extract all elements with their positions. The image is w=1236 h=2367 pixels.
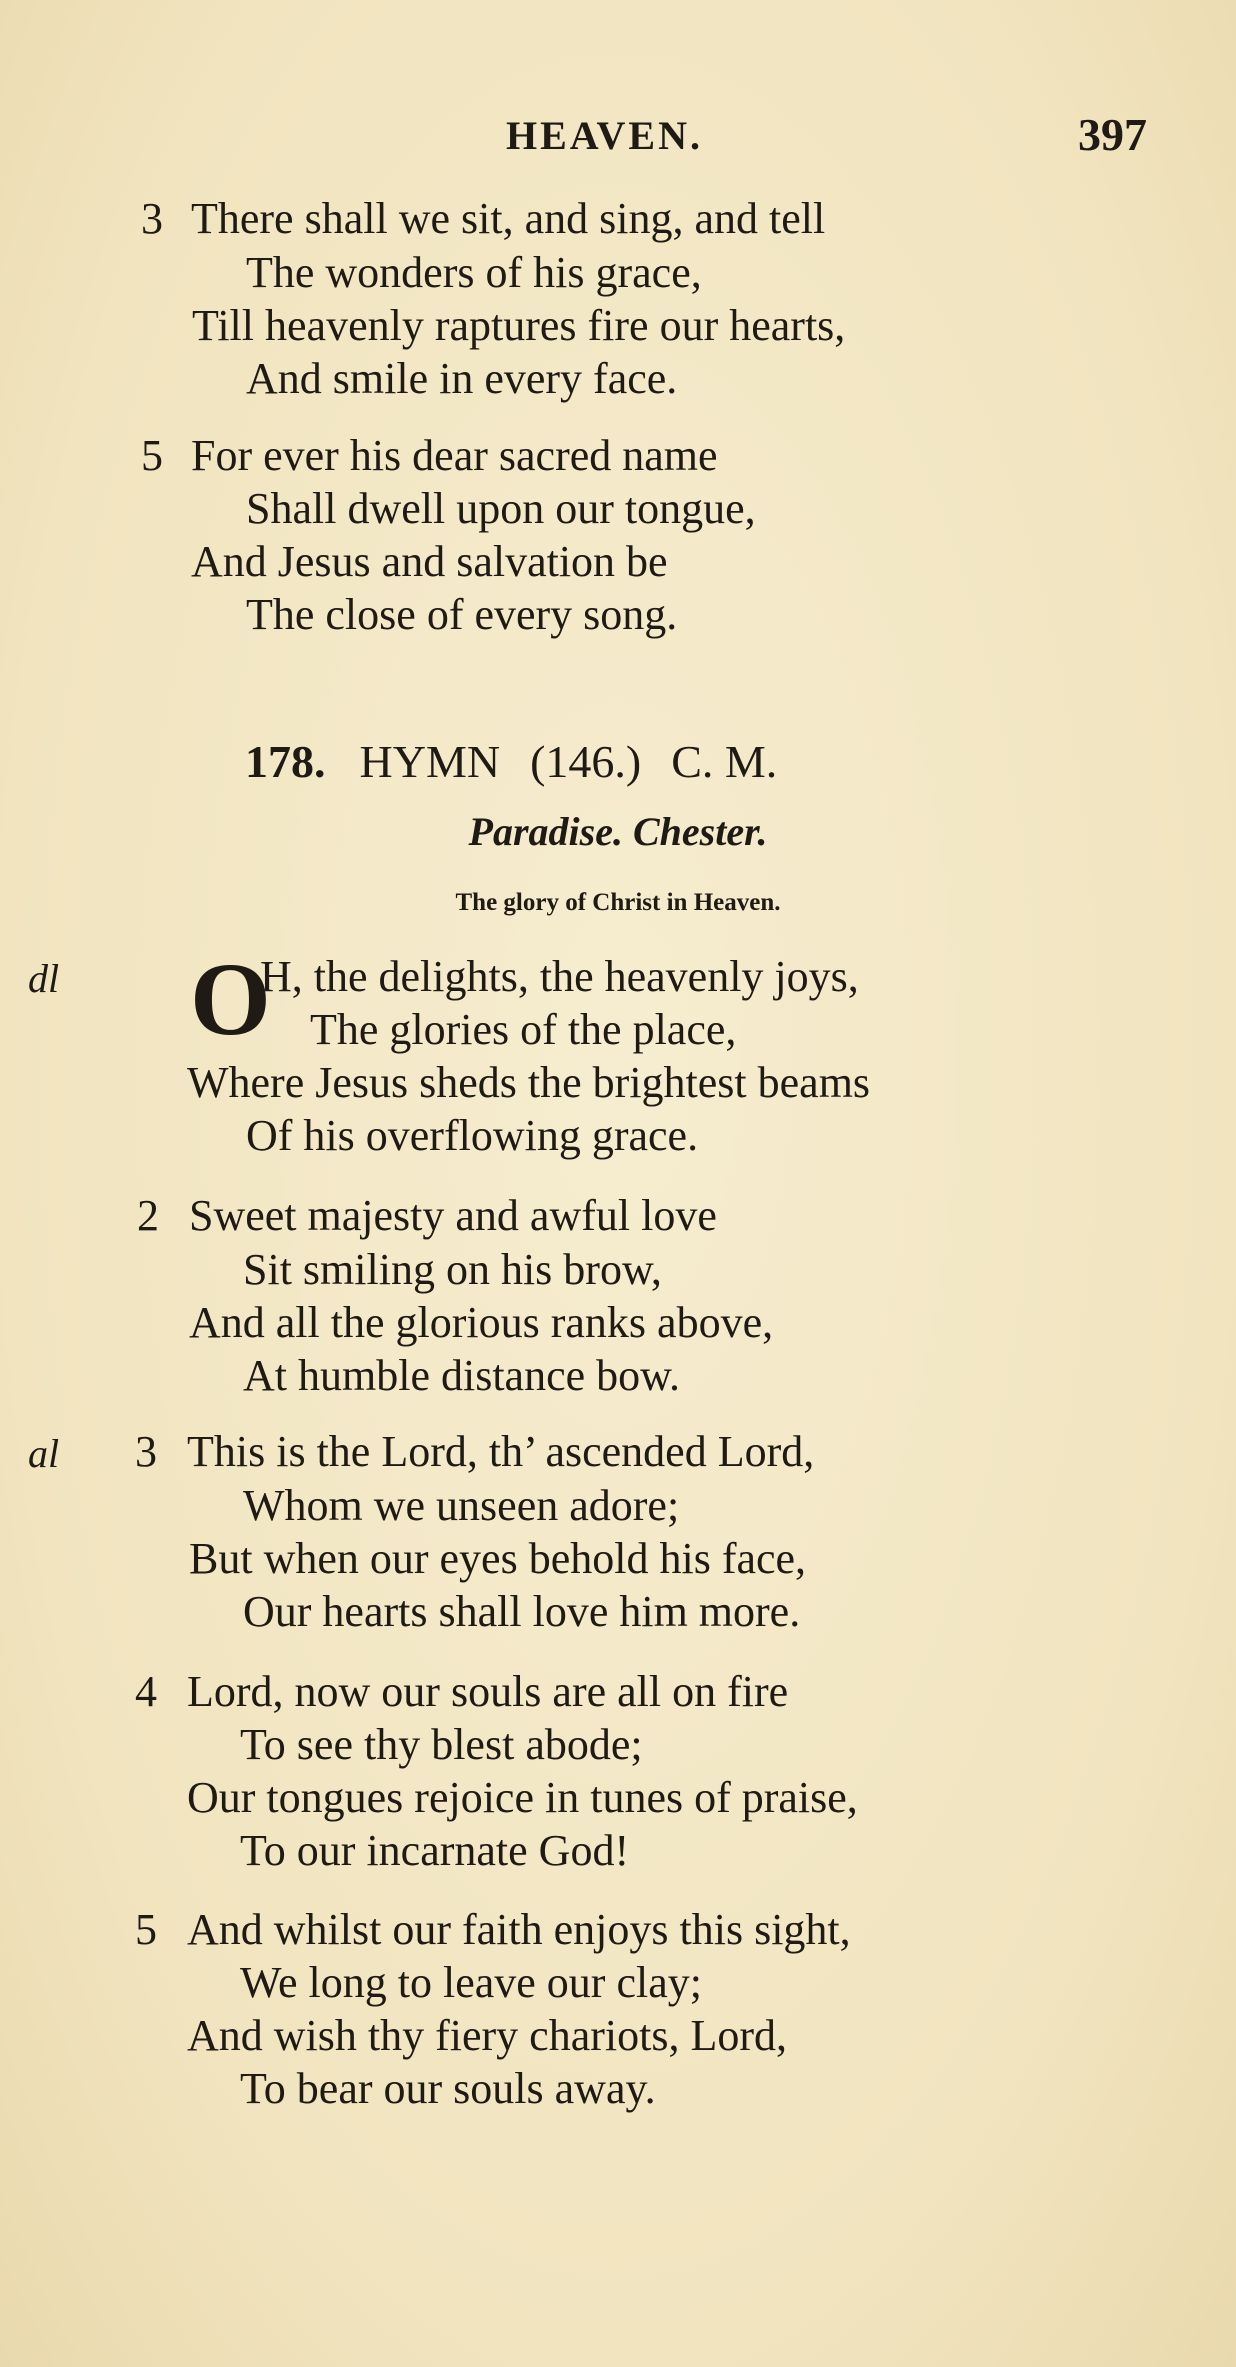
- margin-mark: al: [28, 1431, 60, 1476]
- page-header: [0, 109, 1236, 172]
- verse-line: There shall we sit, and sing, and tell: [191, 194, 826, 243]
- verse-line: And whilst our faith enjoys this sight,: [187, 1905, 851, 1954]
- tune-names: Paradise. Chester.: [468, 809, 768, 854]
- verse-line: And wish thy fiery chariots, Lord,: [187, 2011, 787, 2060]
- verse-line: To bear our souls away.: [240, 2064, 656, 2113]
- verse-line: Of his overflowing grace.: [246, 1111, 699, 1160]
- hymn-meter: C. M.: [671, 736, 778, 787]
- verse-number: 5: [135, 1905, 157, 1954]
- verse-line: Our hearts shall love him more.: [243, 1587, 801, 1636]
- verse-line: And smile in every face.: [246, 354, 678, 403]
- verse-line: Whom we unseen adore;: [243, 1481, 680, 1530]
- verse-line: H, the delights, the heavenly joys,: [260, 952, 859, 1001]
- verse-line: Where Jesus sheds the brightest beams: [187, 1058, 871, 1107]
- verse-line: The wonders of his grace,: [246, 248, 702, 297]
- hymn-subject: The glory of Christ in Heaven.: [455, 889, 781, 916]
- verse-line: Shall dwell upon our tongue,: [246, 484, 756, 533]
- verse-line: And Jesus and salvation be: [191, 537, 668, 586]
- hymn-label: HYMN: [359, 736, 501, 787]
- running-head: HEAVEN.: [506, 113, 703, 158]
- verse-line: To our incarnate God!: [240, 1826, 630, 1875]
- verse-line: Our tongues rejoice in tunes of praise,: [187, 1773, 858, 1822]
- verse-line: The close of every song.: [246, 590, 678, 639]
- verse-line: The glories of the place,: [310, 1005, 737, 1054]
- verse-number: 2: [137, 1191, 159, 1240]
- verse-line: For ever his dear sacred name: [191, 431, 718, 480]
- verse-line: But when our eyes behold his face,: [189, 1534, 807, 1583]
- hymn-reference: (146.): [530, 736, 642, 787]
- hymn-number: 178.: [245, 736, 326, 787]
- verse-number: 3: [135, 1427, 157, 1476]
- hymn-heading: [245, 735, 777, 788]
- verse-number: 5: [141, 431, 163, 480]
- verse-number: 3: [141, 194, 163, 243]
- verse-line: Till heavenly raptures fire our hearts,: [192, 301, 846, 350]
- verse-line: At humble distance bow.: [243, 1351, 681, 1400]
- verse-line: This is the Lord, th’ ascended Lord,: [187, 1427, 815, 1476]
- verse-line: Sweet majesty and awful love: [189, 1191, 717, 1240]
- verse-line: Lord, now our souls are all on fire: [187, 1667, 789, 1716]
- verse-number: 4: [135, 1667, 157, 1716]
- drop-cap: O: [190, 942, 271, 1057]
- verse-line: Sit smiling on his brow,: [243, 1245, 662, 1294]
- verse-line: To see thy blest abode;: [240, 1720, 643, 1769]
- verse-line: And all the glorious ranks above,: [189, 1298, 774, 1347]
- page-number: 397: [1078, 109, 1147, 160]
- margin-mark: dl: [28, 956, 60, 1001]
- verse-line: We long to leave our clay;: [240, 1958, 702, 2007]
